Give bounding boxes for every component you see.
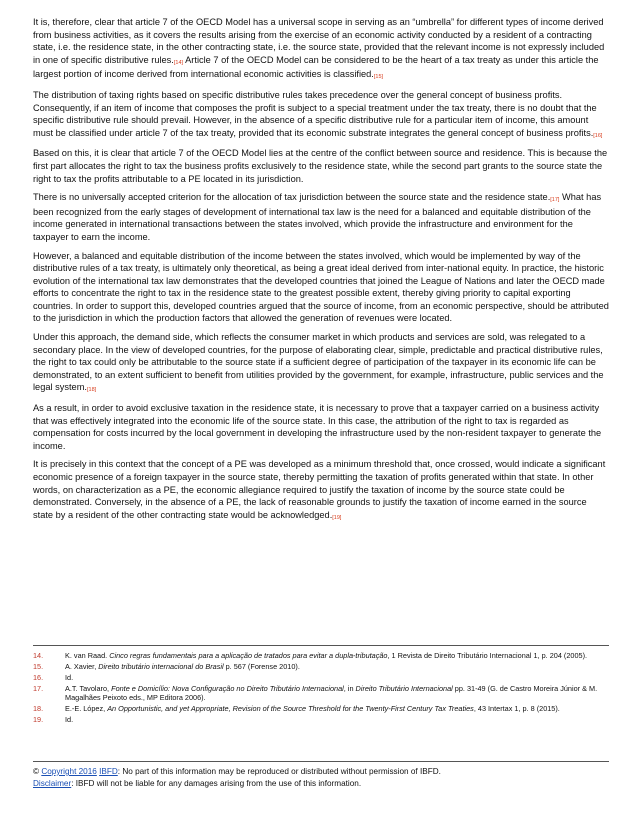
footnote-segment: pp. 31-49 (G. de Castro Moreira Júnior & M. Magalhães Peixoto eds., MP Editora 2006). (65, 683, 598, 703)
footnote-ref-link[interactable]: [16] (593, 132, 603, 139)
paragraph (33, 16, 609, 83)
footnote-text (65, 651, 609, 661)
footnote-number: 15. (33, 661, 44, 671)
footnote-segment: A. Xavier, (65, 661, 99, 671)
footnotes-list (33, 651, 609, 726)
footnote-number: 17. (33, 683, 44, 693)
footnote-title: Fonte e Domicílio: Nova Configuração no Direito Tributário Internacional (111, 683, 344, 693)
footnote-segment: A.T. Tavolaro, (65, 683, 112, 693)
footnote-segment: Id. (65, 672, 74, 682)
copyright-text: : No part of this information may be reproduced or distributed without permission of IBFD. (117, 767, 441, 776)
footnote-title: Direito Tributário Internacional (355, 683, 453, 693)
paragraph-text: There is no universally accepted criterion for the allocation of tax jurisdiction between the source state and the residence state. (33, 192, 551, 203)
paragraph (33, 402, 609, 452)
footnote-item (33, 684, 609, 703)
footnote-number: 18. (33, 704, 44, 714)
paragraph-text: The distribution of taxing rights based on specific distributive rules takes precedence over the general concept of business profits. Consequently, if an item of income that composes the profit is subject to a special treatment under the tax treaty, there is no doubt that the specific distributive rule should prevail. However, in the absence of a specific distributive rule for a particular item of income, this amount must be classified under article 7 of the tax treaty, provided that its economic substrate integrates the general concept of business profits. (33, 89, 597, 138)
footnote-number: 19. (33, 715, 44, 725)
ibfd-link[interactable]: IBFD (99, 767, 118, 776)
copyright-line (33, 766, 609, 778)
footnote-item (33, 704, 609, 714)
legal-divider (33, 761, 609, 762)
footnote-segment: Id. (65, 715, 74, 725)
footnote-text (65, 673, 609, 683)
footnote-item (33, 662, 609, 672)
footnote-item (33, 651, 609, 661)
paragraph-text: Based on this, it is clear that article 7 of the OECD Model lies at the centre of the conflict between source and residence. This is because the first part allocates the right to tax the business profits exclusively to the residence state, while the second part grants to the source state the right to tax the profits attributable to a PE located in its jurisdiction. (33, 148, 608, 184)
footnote-ref-link[interactable]: [17] (550, 197, 560, 204)
paragraph (33, 147, 609, 185)
footnote-text (65, 704, 609, 714)
footnote-item (33, 715, 609, 725)
footnote-segment: K. van Raad. (65, 651, 110, 660)
paragraph-text: It is precisely in this context that the concept of a PE was developed as a minimum threshold that, once crossed, would indicate a significant economic presence of a foreign taxpayer in the source state, thereby permitting the taxation of profits generated within that state. In other words, on characterization as a PE, the economic allegiance required to justify the taxation of income by the source state could be demonstrated. Conversely, in the absence of a PE, the lack of reasonable grounds to justify the taxation of income earned in the source state by a resident of the other contracting state would be acknowledged. (33, 459, 606, 520)
copyright-symbol: © (33, 767, 42, 776)
disclaimer-link[interactable]: Disclaimer (33, 779, 72, 789)
footnote-title: Direito tributário internacional do Brasil (98, 661, 224, 671)
paragraph (33, 458, 609, 523)
footnote-item (33, 673, 609, 683)
paragraph-text: As a result, in order to avoid exclusive taxation in the residence state, it is necessary to prove that a taxpayer carried on a business activity that was effectively integrated into the economic life of the source state. In this case, the attribution of the right to tax is regarded as compensation for costs incurred by the local government in developing the infrastructure used by the non-resident taxpayer to generate the income. (33, 403, 602, 451)
footnote-text (65, 715, 609, 725)
footnote-segment: , in (343, 683, 356, 693)
footnote-title: Cinco regras fundamentais para a aplicação de tratados para evitar a dupla-tributação (109, 651, 388, 660)
paragraph-text: It is, therefore, clear that article 7 of the OECD Model has a universal scope in serving as an “umbrella” for different types of income derived from business activities, as it covers the results arising from the exercise of an economic activity conducted by a resident of a contracting state, i.e. the residence state, in the other contracting state, i.e. the source state, provided that the relevant income is not expressly included in one of specific distributive rules. (33, 17, 605, 65)
footnote-number: 16. (33, 672, 44, 682)
footnote-segment: E.-E. López, (65, 704, 108, 714)
paragraph (33, 331, 609, 396)
paragraph (33, 250, 609, 326)
disclaimer-text: : IBFD will not be liable for any damages arising from the use of this information. (71, 779, 362, 789)
article-body (33, 16, 609, 529)
footnote-segment: p. 567 (Forense 2010). (223, 661, 300, 671)
footnote-ref-link[interactable]: [18] (86, 387, 97, 394)
paragraph-text: What has been recognized from the early stages of development of international tax law is the need for a balanced and equitable distribution of the income generated in international transactions between the states involved, which provide the infrastructure and environment for the taxpayer to earn the income. (33, 192, 602, 242)
footnote-segment: , 1 Revista de Direito Tributário Internacional 1, p. 204 (2005). (387, 651, 588, 660)
footnote-text (65, 684, 609, 703)
paragraph (33, 191, 609, 243)
footnote-ref-link[interactable]: [19] (332, 514, 342, 521)
paragraph-text: However, a balanced and equitable distribution of the income between the states involved, which would be implemented by way of the distributive rules of a tax treaty, is ultimately only theoretical, as being a great ideal derived from inter-national equity. In practice, the historic evolution of the international tax law demonstrates that the developed countries that joined the League of Nations and later the OECD made efforts to concentrate the right to tax in the residence state to the greatest possible extent, thereby giving priority to capital exporting countries. In order to support this, developed countries argued that the source of income, from an economic perspective, should be attributed to the jurisdiction in which the production factors that allowed the generation of revenues were located. (33, 250, 609, 324)
footnote-number: 14. (33, 651, 44, 660)
legal-notice (33, 766, 609, 791)
footnote-title: An Opportunistic, and yet Appropriate, Revision of the Source Threshold for the Twenty-First Century Tax Treaties (107, 704, 474, 714)
paragraph-text: Under this approach, the demand side, which reflects the consumer market in which products and services are sold, was relegated to a secondary place. In the view of developed countries, for the purpose of elaborating clear, simple, predictable and practical distributive rules, the right to tax could only be attributable to the source state if a sufficient degree of participation of the taxpayer in its economic life can be demonstrated, to an extent sufficient to benefit from utilities provided by the government, for example, infrastructure, public services and the legal system. (33, 332, 604, 393)
disclaimer-line (33, 778, 609, 790)
footnote-text (65, 662, 609, 672)
footnote-ref-link[interactable]: [14] (173, 59, 184, 66)
paragraph (33, 89, 609, 141)
paragraph-text: Article 7 of the OECD Model can be considered to be the heart of a tax treaty as under this article the largest portion of income derived from international economic activities is classified. (33, 54, 599, 80)
copyright-link[interactable]: Copyright 2016 (41, 767, 97, 776)
footnotes-divider (33, 645, 609, 646)
footnote-segment: , 43 Intertax 1, p. 8 (2015). (473, 704, 560, 714)
footnote-ref-link[interactable]: [15] (373, 74, 384, 81)
